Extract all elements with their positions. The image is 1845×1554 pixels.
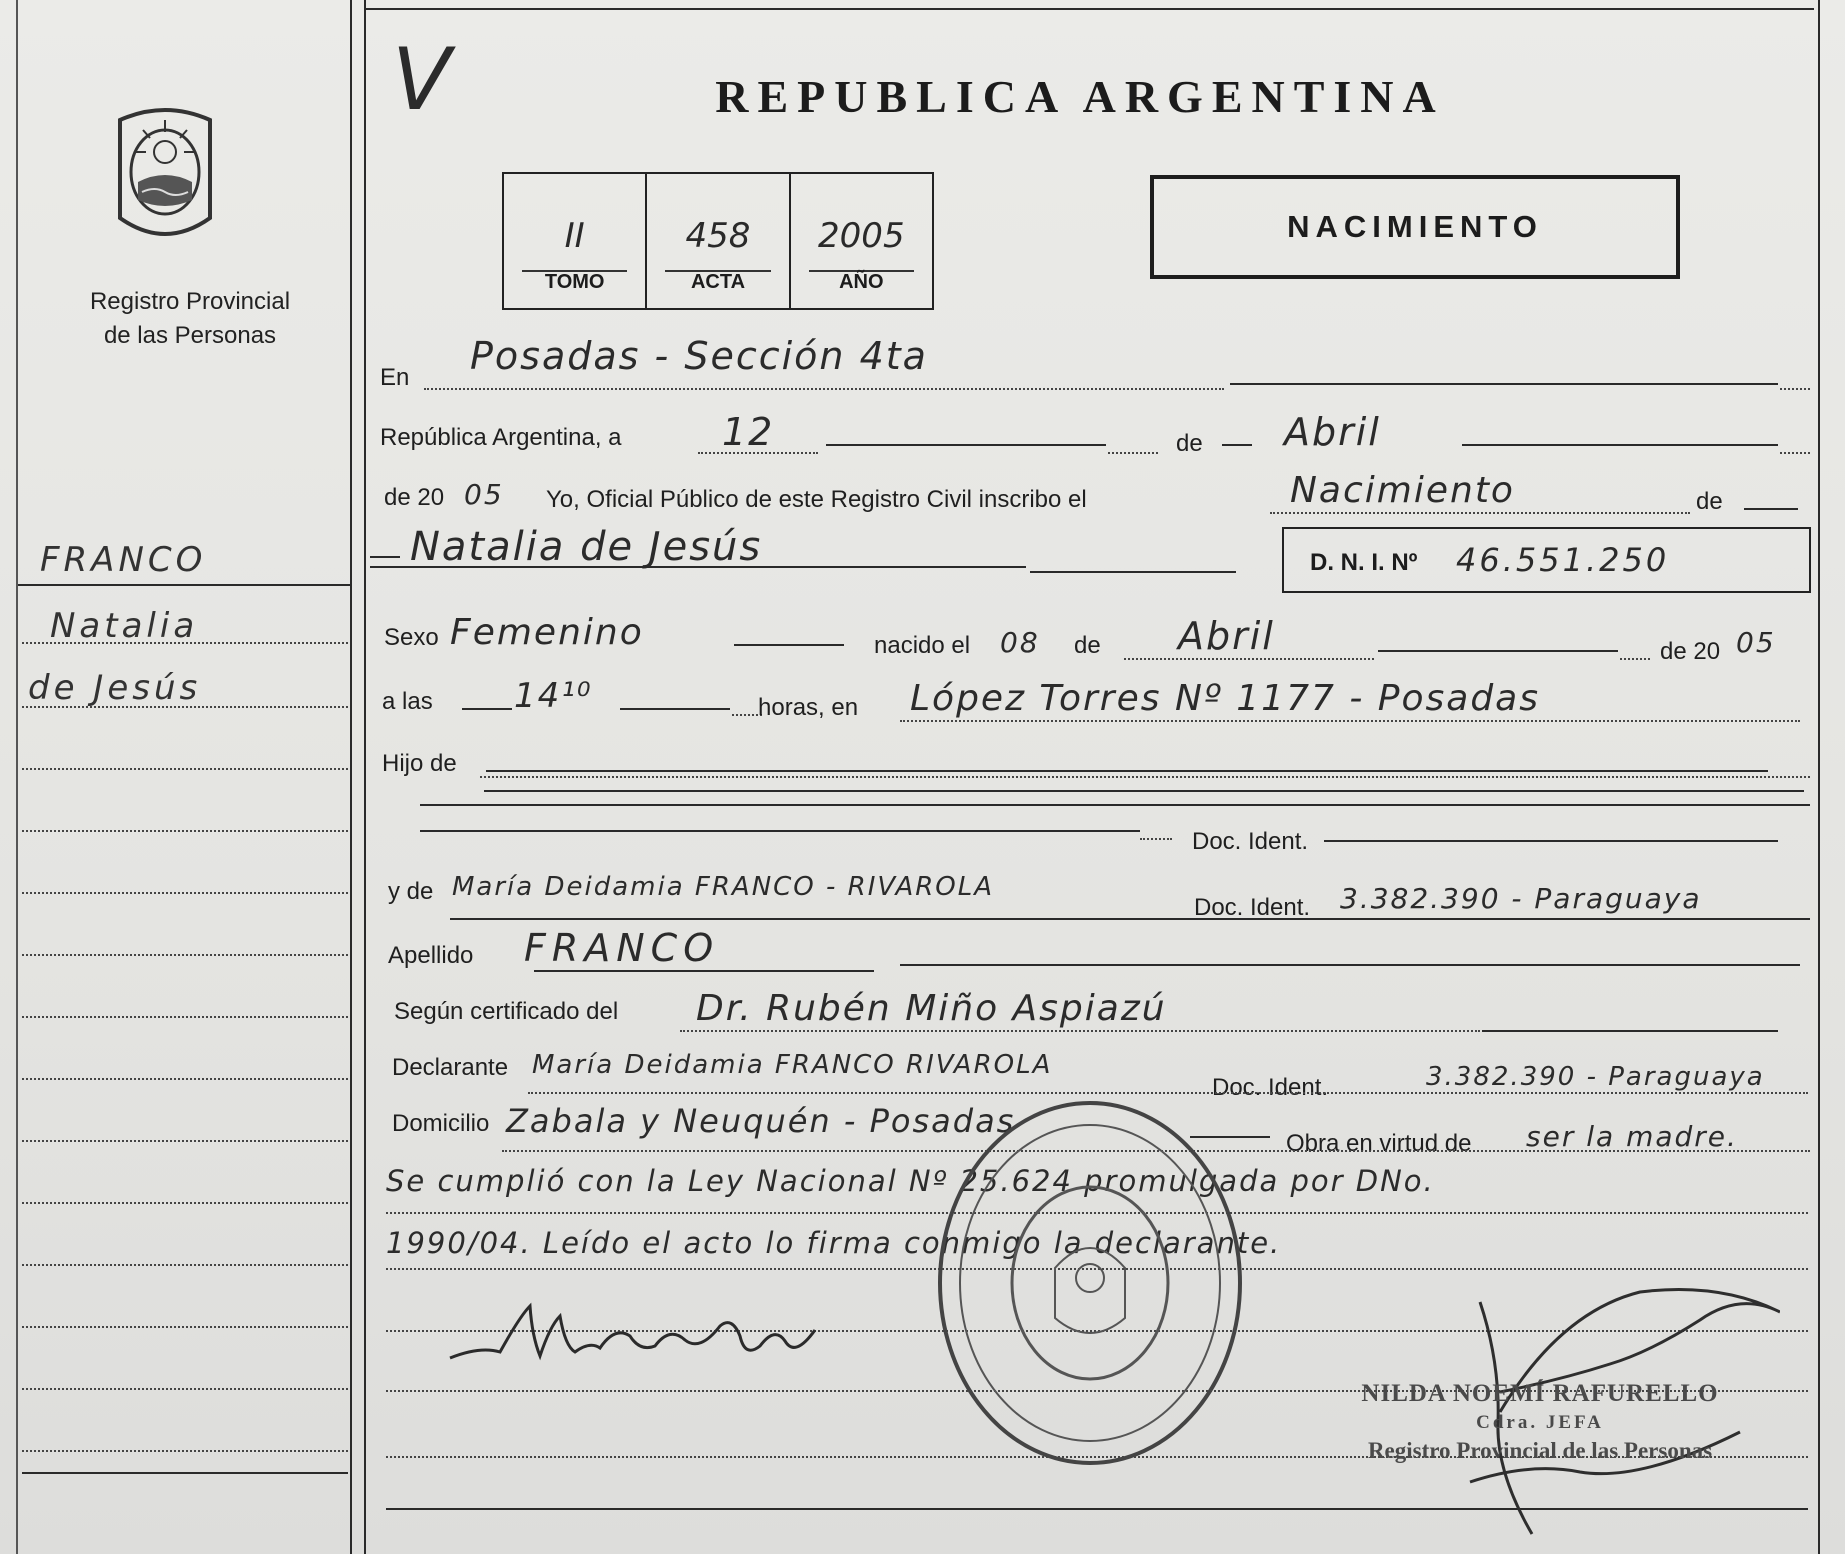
- y-de-label: y de: [388, 878, 434, 905]
- hijo-line-3: [420, 804, 1810, 806]
- official-seal-icon: [935, 1098, 1245, 1468]
- mother-doc-label: Doc. Ident.: [1194, 894, 1311, 921]
- birth-month-value: Abril: [1178, 614, 1275, 658]
- dni-value: 46.551.250: [1456, 541, 1670, 579]
- margin-dotted-line: [22, 1264, 348, 1266]
- acta-cell: [647, 174, 790, 308]
- declarant-signature-icon: [440, 1286, 840, 1386]
- hijo-dotted-line: [480, 776, 1810, 778]
- declarante-value: María Deidamia FRANCO RIVAROLA: [532, 1050, 1053, 1080]
- hour-pre-line: [462, 708, 512, 710]
- margin-surname: FRANCO: [40, 540, 207, 580]
- act-type-dotted-line: [1270, 512, 1690, 514]
- apellido-end-line: [900, 964, 1800, 966]
- document-type-box: NACIMIENTO: [1150, 175, 1680, 279]
- hijo-line-2: [484, 790, 1804, 792]
- place-value: López Torres Nº 1177 - Posadas: [910, 678, 1540, 719]
- month-value: Abril: [1284, 410, 1381, 454]
- year-value: 05: [464, 478, 504, 511]
- father-doc-label: Doc. Ident.: [1192, 828, 1309, 855]
- registry-name-line1: Registro Provincial: [89, 288, 291, 315]
- margin-second-name: de Jesús: [28, 668, 202, 708]
- tomo-label: TOMO: [544, 271, 605, 293]
- apellido-line: [534, 970, 874, 972]
- margin-dotted-line: [22, 1326, 348, 1328]
- en-value: Posadas - Sección 4ta: [470, 334, 928, 378]
- declarante-doc-label: Doc. Ident.: [1212, 1074, 1329, 1101]
- margin-first-name: Natalia: [50, 606, 199, 646]
- certificado-label: Según certificado del: [394, 998, 619, 1025]
- column-divider-right: [364, 0, 366, 1554]
- official-stamp: [1310, 1380, 1770, 1464]
- month-pre-line: [1222, 444, 1252, 446]
- declarante-doc-value: 3.382.390 - Paraguaya: [1426, 1062, 1765, 1092]
- person-name-value: Natalia de Jesús: [410, 524, 763, 570]
- birth-year-prefix: de 20: [1660, 638, 1721, 665]
- domicilio-value: Zabala y Neuquén - Posadas: [506, 1102, 1016, 1140]
- official-org: Registro Provincial de las Personas: [1367, 1438, 1713, 1463]
- person-name-end-line: [1030, 571, 1236, 573]
- official-name: NILDA NOEMÍ RAFURELLO: [1361, 1380, 1719, 1407]
- person-name-line: [370, 566, 1026, 568]
- misiones-emblem-icon: [110, 100, 220, 250]
- day-end-dots: [1108, 452, 1158, 454]
- note-line-1: Se cumplió con la Ley Nacional Nº 25.624 promulgada por DNo.: [386, 1164, 1435, 1198]
- margin-bottom-line: [22, 1472, 348, 1474]
- tomo-value: II: [564, 216, 585, 256]
- father-doc-value-line: [1324, 840, 1778, 842]
- right-border: [1818, 0, 1820, 1554]
- registry-name: [40, 285, 340, 353]
- birth-year-value: 05: [1736, 626, 1776, 659]
- certificado-value: Dr. Rubén Miño Aspiazú: [696, 988, 1167, 1029]
- hour-line: [620, 708, 730, 710]
- certificado-end-line: [1482, 1030, 1778, 1032]
- dni-box: [1282, 527, 1811, 593]
- obra-label: Obra en virtud de: [1286, 1130, 1472, 1157]
- declarante-label: Declarante: [392, 1054, 509, 1081]
- nacido-label: nacido el: [874, 632, 971, 659]
- margin-dotted-line: [22, 706, 348, 708]
- hour-value: 14¹⁰: [514, 676, 593, 716]
- obra-value: ser la madre.: [1526, 1120, 1738, 1153]
- margin-dotted-line: [22, 642, 348, 644]
- margin-dotted-line: [22, 954, 348, 956]
- dni-label: D. N. I. Nº: [1310, 549, 1418, 576]
- de-label-3: de: [1074, 632, 1101, 659]
- en-line: [1230, 383, 1778, 385]
- sexo-line: [734, 644, 844, 646]
- month-end-dots: [1780, 452, 1810, 454]
- page-title: REPUBLICA ARGENTINA: [715, 71, 1445, 122]
- margin-dotted-line: [22, 1202, 348, 1204]
- apellido-label: Apellido: [388, 942, 474, 969]
- margin-dotted-line: [22, 1140, 348, 1142]
- en-dotted-line: [424, 388, 1224, 390]
- margin-dotted-line: [22, 1388, 348, 1390]
- certificado-dotted-line: [680, 1030, 1480, 1032]
- margin-dotted-line: [22, 1078, 348, 1080]
- margin-dotted-line: [22, 892, 348, 894]
- note-line-2: 1990/04. Leído el acto lo firma conmigo la declarante.: [386, 1226, 1282, 1260]
- birth-month-line: [1378, 650, 1618, 652]
- margin-dotted-line: [22, 768, 348, 770]
- margin-dotted-line: [22, 1450, 348, 1452]
- yo-text: Yo, Oficial Público de este Registro Civil inscribo el: [546, 486, 1087, 513]
- margin-dotted-line: [22, 1016, 348, 1018]
- margin-line: [18, 584, 350, 586]
- mother-value: María Deidamia FRANCO - RIVAROLA: [452, 872, 995, 902]
- place-dotted-line: [900, 720, 1800, 722]
- en-end-dots: [1780, 388, 1810, 390]
- day-line: [826, 444, 1106, 446]
- ano-value: 2005: [818, 216, 905, 256]
- birth-month-dotted-line: [1124, 658, 1374, 660]
- tomo-cell: [504, 174, 647, 308]
- de-label-2: de: [1696, 488, 1723, 515]
- domicilio-label: Domicilio: [392, 1110, 490, 1137]
- de-label: de: [1176, 430, 1203, 457]
- hijo-label: Hijo de: [382, 750, 457, 777]
- en-label: En: [380, 364, 410, 391]
- day-value: 12: [722, 410, 775, 454]
- mother-line: [450, 918, 1810, 920]
- ano-cell: [791, 174, 932, 308]
- column-divider-left: [350, 0, 352, 1554]
- ano-label: AÑO: [839, 271, 884, 293]
- mother-doc-value: 3.382.390 - Paraguaya: [1340, 882, 1702, 915]
- horas-label: horas, en: [758, 694, 859, 721]
- registry-name-line2: de las Personas: [103, 322, 277, 349]
- acta-label: ACTA: [690, 271, 746, 293]
- apellido-value: FRANCO: [524, 926, 720, 970]
- republica-label: República Argentina, a: [380, 424, 622, 451]
- initial-mark: V: [392, 30, 453, 130]
- act-type-value: Nacimiento: [1290, 470, 1515, 511]
- birth-day-value: 08: [1000, 626, 1040, 659]
- declarante-dotted-line: [528, 1092, 1808, 1094]
- left-border: [16, 0, 18, 1554]
- sexo-label: Sexo: [384, 624, 439, 651]
- month-line: [1462, 444, 1778, 446]
- father-doc-line: [420, 830, 1140, 832]
- acta-value: 458: [685, 216, 751, 256]
- official-role: Cdra. JEFA: [1476, 1412, 1604, 1433]
- father-doc-dots: [1140, 838, 1172, 840]
- margin-dotted-line: [22, 830, 348, 832]
- birth-month-end-dots: [1620, 658, 1650, 660]
- top-rule: [364, 8, 1814, 10]
- hijo-line: [486, 770, 1768, 772]
- a-las-label: a las: [382, 688, 433, 715]
- year-prefix: de 20: [384, 484, 445, 511]
- act-type-end-line: [1744, 508, 1798, 510]
- name-pre-line: [370, 556, 400, 558]
- act-reference-box: [502, 172, 934, 310]
- sexo-value: Femenino: [450, 612, 644, 653]
